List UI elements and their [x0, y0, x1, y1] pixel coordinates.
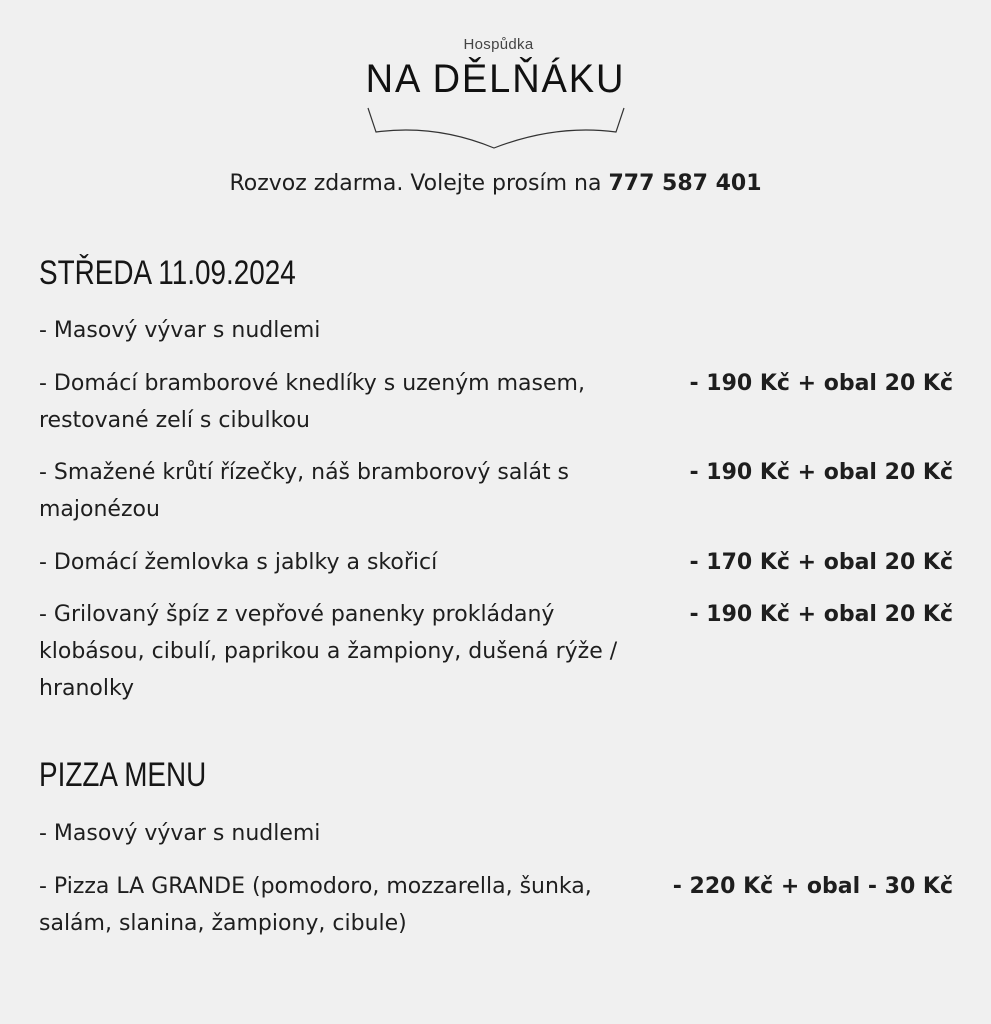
- menu-item-price: - 190 Kč + obal 20 Kč: [689, 460, 953, 485]
- menu-item-price: - 190 Kč + obal 20 Kč: [689, 371, 953, 396]
- menu-item-soup: - Masový vývar s nudlemi: [39, 318, 321, 343]
- menu-item-rizecky: - Smažené krůtí řízečky, náš bramborový salát s majonézou: [39, 460, 570, 522]
- menu-item-price: - 220 Kč + obal - 30 Kč: [672, 874, 953, 899]
- restaurant-logo: [0, 36, 991, 102]
- phone-number: 777 587 401: [608, 171, 762, 196]
- logo-arc-ornament: [366, 106, 626, 152]
- delivery-text: Rozvoz zdarma. Volejte prosím na: [229, 171, 602, 196]
- logo-subtitle: Hospůdka: [463, 36, 534, 53]
- section-title-pizza-menu: PIZZA MENU: [39, 756, 207, 794]
- menu-item-knedliky: - Domácí bramborové knedlíky s uzeným masem, restované zelí s cibulkou: [39, 371, 585, 433]
- delivery-info: [0, 171, 991, 196]
- logo-title: NA DĚLŇÁKU: [365, 57, 626, 101]
- menu-item-zemlovka: - Domácí žemlovka s jablky a skořicí: [39, 550, 438, 575]
- section-title-wednesday: STŘEDA 11.09.2024: [39, 254, 296, 292]
- menu-item-price: - 170 Kč + obal 20 Kč: [689, 550, 953, 575]
- menu-item-pizza: - Pizza LA GRANDE (pomodoro, mozzarella, šunka, salám, slanina, žampiony, cibule): [39, 874, 592, 936]
- menu-item-price: - 190 Kč + obal 20 Kč: [689, 602, 953, 627]
- menu-item-spiz: - Grilovaný špíz z vepřové panenky prokládaný klobásou, cibulí, paprikou a žampiony, dušená rýže / hranolky: [39, 602, 618, 701]
- menu-item-soup: - Masový vývar s nudlemi: [39, 821, 321, 846]
